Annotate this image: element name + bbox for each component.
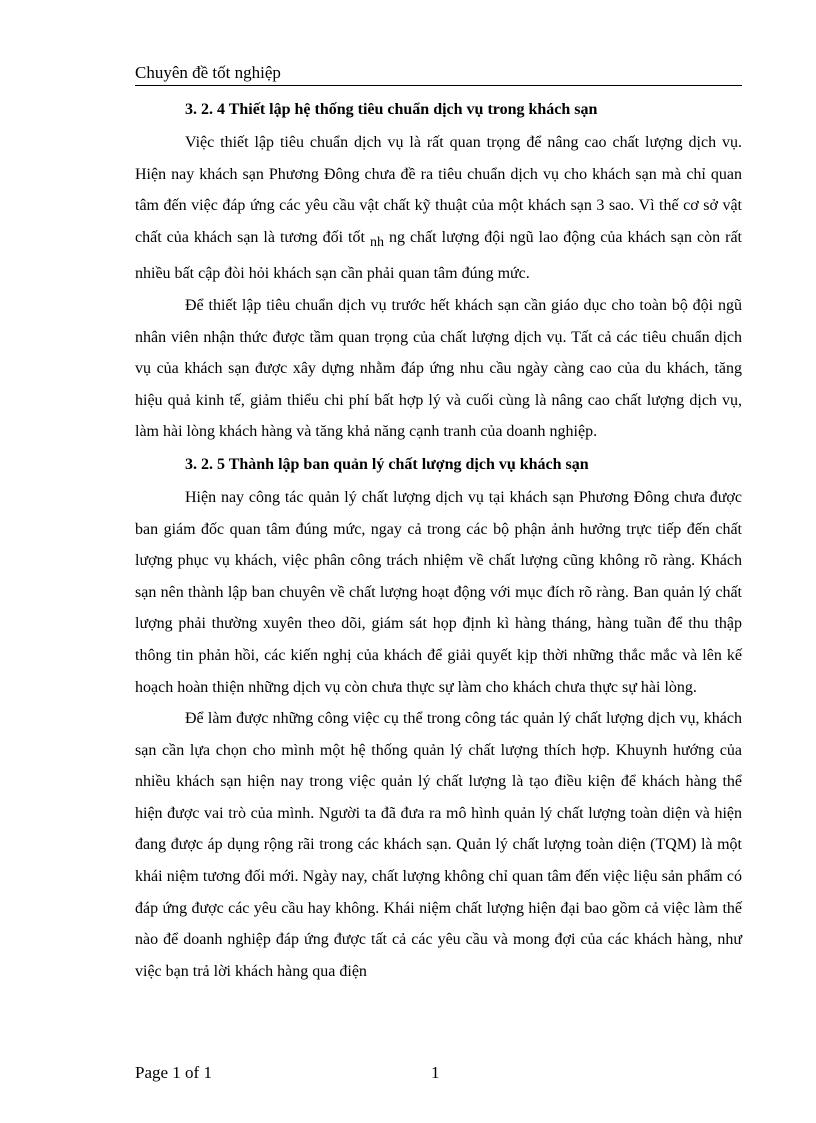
- page-count-label: Page 1 of 1: [135, 1063, 212, 1082]
- paragraph: Hiện nay công tác quản lý chất lượng dịch vụ tại khách sạn Phương Đông chưa được ban giám đốc quan tâm đúng mức, ngay cả trong các bộ phận ảnh hưởng trực tiếp đến chất lượng phục vụ khách, việc phân công trách nhiệm về chất lượng cũng không rõ ràng. Khách sạn nên thành lập ban chuyên về chất lượng hoạt động với mục đích rõ ràng. Ban quản lý chất lượng phải thường xuyên theo dõi, giám sát họp định kì hàng tháng, hàng tuần để thu thập thông tin phản hồi, các kiến nghị của khách để giải quyết kịp thời những thắc mắc và lên kế hoạch hoàn thiện những dịch vụ còn chưa thực sự làm cho khách chưa thực sự hài lòng.: [135, 488, 742, 696]
- paragraph: Để thiết lập tiêu chuẩn dịch vụ trước hết khách sạn cần giáo dục cho toàn bộ đội ngũ nhân viên nhận thức được tầm quan trọng của chất lượng dịch vụ. Tất cả các tiêu chuẩn dịch vụ của khách sạn được xây dựng nhằm đáp ứng nhu cầu ngày càng cao của du khách, tăng hiệu quả kinh tế, giảm thiểu chi phí bất hợp lý và cuối cùng là nâng cao chất lượng dịch vụ, làm hài lòng khách hàng và tăng khả năng cạnh tranh của doanh nghiệp.: [135, 296, 742, 441]
- document-body: [135, 93, 742, 987]
- paragraph-text: Việc thiết lập tiêu chuẩn dịch vụ là rất quan trọng để nâng cao chất lượng dịch vụ. Hiện nay khách sạn Phương Đông chưa đề ra tiêu chuẩn dịch vụ cho khách sạn mà chỉ quan tâm đến việc đáp ứng các yêu cầu vật chất kỹ thuật của một khách sạn 3 sao. Vì thế cơ sở vật chất của khách sạn là tương đối tốt: [135, 134, 742, 246]
- paragraph: Để làm được những công việc cụ thể trong công tác quản lý chất lượng dịch vụ, khách sạn cần lựa chọn cho mình một hệ thống quản lý chất lượng thích hợp. Khuynh hướng của nhiều khách sạn hiện nay trong việc quản lý chất lượng là tạo điều kiện để khách hàng thể hiện được vai trò của mình. Người ta đã đưa ra mô hình quản lý chất lượng toàn diện và hiện đang được áp dụng rộng rãi trong các khách sạn. Quản lý chất lượng toàn diện (TQM) là một khái niệm tương đối mới. Ngày nay, chất lượng không chỉ quan tâm đến việc liệu sản phẩm có đáp ứng được các yêu cầu hay không. Khái niệm chất lượng hiện đại bao gồm cả việc làm thế nào để doanh nghiệp đáp ứng được tất cả các yêu cầu và mong đợi của các khách hàng, như việc bạn trả lời khách hàng qua điện: [135, 710, 742, 980]
- paragraph-fragment: nh: [369, 234, 384, 250]
- paragraph: [135, 127, 742, 290]
- section-heading-3-2-5: 3. 2. 5 Thành lập ban quản lý chất lượng dịch vụ khách sạn: [185, 455, 589, 473]
- page-header: [135, 62, 742, 86]
- page-number: 1: [431, 1063, 440, 1082]
- header-title: Chuyên đề tốt nghiệp: [135, 63, 281, 82]
- paragraph-text: ng chất lượng đội ngũ lao động của khách sạn còn rất nhiều bất cập đòi hỏi khách sạn cần phải quan tâm đúng mức.: [135, 228, 742, 283]
- section-heading-3-2-4: 3. 2. 4 Thiết lập hệ thống tiêu chuẩn dịch vụ trong khách sạn: [185, 101, 598, 118]
